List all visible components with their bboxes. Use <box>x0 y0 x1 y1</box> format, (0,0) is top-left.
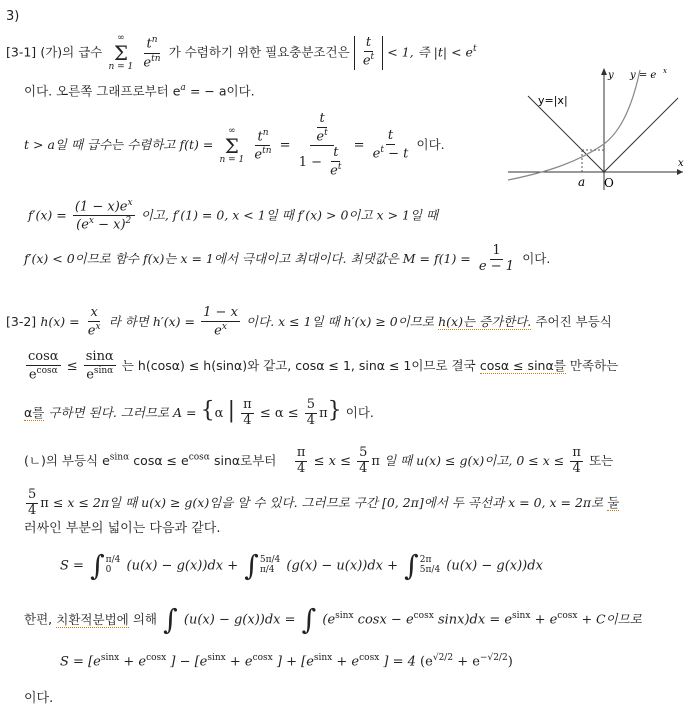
section-label: [3-1] <box>6 44 37 60</box>
exp-curve <box>508 70 640 180</box>
abs-x-curve <box>528 96 678 172</box>
fraction: $\frac{1 - x}{e^x}$ <box>203 305 238 339</box>
underlined-text: 치환적분법에 <box>56 611 129 627</box>
text: 만족하는 <box>569 358 619 374</box>
underlined-text: α를 <box>24 404 45 420</box>
text: = − a이다. <box>189 83 255 99</box>
fraction: $\frac{1}{e - 1}$ <box>478 243 515 274</box>
sec32-line5: $\frac{5}{4}$ π ≤ x ≤ 2π일 때 u(x) ≥ g(x)임을 알 수 있다. 그러므로 구간 [0, 2π]에서 두 곡선과 x = 0, x = 2π로 둘 <box>28 487 620 518</box>
fraction: $\frac{\pi}{4}$ <box>296 445 306 476</box>
text: 주어진 부등식 <box>535 314 612 330</box>
integral: ∫ 5π/4 π/4 <box>244 549 281 582</box>
integral: ∫ <box>301 603 317 636</box>
label-origin: O <box>604 176 614 190</box>
text: 구하면 된다. 그러므로 A = <box>48 404 197 420</box>
label-exp-sup: x <box>663 67 667 75</box>
underlined-text: cosα ≤ sinα를 <box>479 358 566 374</box>
text: 일 때 u(x) ≤ g(x)이고, 0 ≤ x ≤ <box>384 452 565 468</box>
text: S = <box>60 558 84 574</box>
text: 의해 <box>132 611 158 627</box>
fraction: $\frac{\pi}{4}$ <box>572 445 581 476</box>
fraction: $\frac{\sin\alpha}{e^{sin\alpha}}$ <box>85 349 114 383</box>
sec31-line4 <box>28 198 438 234</box>
text: 한편, <box>24 611 53 627</box>
graph-figure <box>508 62 688 192</box>
text: (가)의 급수 <box>40 44 103 60</box>
text: f′(x) < 0이므로 함수 f(x)는 x = 1에서 극대이고 최대이다. 최댓값은 M = f(1) = <box>24 250 471 266</box>
sec32-line2: $\frac{\cos\alpha}{e^{cos\alpha}}$ ≤ $\frac{\sin\alpha}{e^{sin\alpha}}$ 는 h(cosα) ≤ h(sinα)와 같고, cosα ≤ 1, sinα ≤ 1이므로 결국 cosα ≤ sinα를 만족하는 <box>28 349 619 383</box>
text: sinx)dx = e <box>437 612 513 628</box>
text: 라 하면 h′(x) = <box>108 314 195 330</box>
fraction: $\frac{t^n}{e^{tn}}$ <box>254 127 272 163</box>
sec32-line8: 한편, 치환적분법에 의해 ∫ (u(x) − g(x))dx = ∫ ($e^{sinx}$ $\cos x - e^{cosx}$ $\sin x)dx = e^{sinx} + e^{cosx} + C$이므로 <box>24 603 642 636</box>
text: (e <box>322 612 336 628</box>
text: f′(x) = <box>28 207 67 223</box>
label-a: a <box>578 175 586 189</box>
text: 는 h(cosα) ≤ h(sinα)와 같고, cosα ≤ 1, sinα ≤ 1이므로 결국 <box>121 358 476 374</box>
x-axis-arrow <box>677 169 683 175</box>
sec31-line5 <box>24 244 550 275</box>
text: (u(x) − g(x))dx <box>446 558 543 574</box>
sec32-line6: 러싸인 부분의 넓이는 다음과 같다. <box>24 521 221 536</box>
text: cosx − e <box>357 612 414 628</box>
label-x: x <box>678 158 684 169</box>
sec32-line1 <box>6 306 612 339</box>
text: 이다. <box>345 404 374 420</box>
sec32-line4: (ㄴ)의 부등식 $e^{sin\alpha}$ $\cos\alpha \le e^{cos\alpha}$ sinα로부터 $\frac{\pi}{4}$ ≤ x ≤ $\frac{5}{4}$ π 일 때 u(x) ≤ g(x)이고, 0 ≤ x ≤ $\frac{\pi}{4}$ 또는 <box>24 445 614 476</box>
fraction: $\frac{5}{4}$ <box>359 445 368 476</box>
sec31-line2: 이다. 오른쪽 그래프로부터 $e^a$ = − a이다. <box>24 83 255 99</box>
text: (u(x) − g(x))dx = <box>183 612 296 628</box>
summation: ∞ Σ n = 1 <box>219 125 245 165</box>
abs-value: $\frac{t}{e^t}$ <box>354 36 383 69</box>
text: 가 수렴하기 위한 필요충분조건은 <box>168 44 350 60</box>
text: ] − [e <box>170 654 208 670</box>
text: + e <box>336 654 360 670</box>
final-formula: $S = [e^{sinx} + e^{cosx}$ ] − [$e^{sinx} + e^{cosx}$ ] + [$e^{sinx} + e^{cosx}$ ] = 4 $(e^{√2/2} + e^{-√2/2})$ <box>60 653 513 670</box>
text: (u(x) − g(x))dx + <box>126 558 239 574</box>
area-formula <box>60 549 543 582</box>
integral: ∫ 2π 5π/4 <box>404 549 441 582</box>
text: < 1, 즉 |t| < e <box>387 44 473 60</box>
label-exp: y = e <box>630 70 657 81</box>
underlined-text: 둘 <box>607 494 620 510</box>
integral: ∫ π/4 0 <box>90 549 121 582</box>
text: 이다. <box>416 137 445 153</box>
text: 이고, f′(1) = 0, x < 1일 때 f′(x) > 0이고 x > 1일 때 <box>140 207 439 223</box>
summation: ∞ Σ n = 1 <box>108 33 134 72</box>
text: + e <box>123 654 147 670</box>
text: + e <box>534 612 558 628</box>
text: S = [e <box>60 654 101 670</box>
y-axis-arrow <box>601 68 607 75</box>
text: 또는 <box>589 452 614 468</box>
fraction: $\frac{5}{4}$ <box>306 397 316 428</box>
fraction: $\frac{(1 - x)e^x}{(e^x - x)^2}$ <box>74 198 133 233</box>
sec32-line3: α를 구하면 된다. 그러므로 A = {α | $\frac{\pi}{4}$ ≤ α ≤ $\frac{5}{4}$ π} 이다. <box>24 397 374 428</box>
text: sinα로부터 <box>213 452 277 468</box>
fraction: $\frac{x}{e^x}$ <box>87 305 101 339</box>
text: cosα ≤ e <box>133 452 189 468</box>
text: + C이므로 <box>581 611 642 627</box>
text: ≤ x ≤ 2π일 때 u(x) ≥ g(x)임을 알 수 있다. 그러므로 구간 [0, 2π]에서 두 곡선과 x = 0, x = 2π로 <box>52 494 604 510</box>
text: ] = 4 <box>383 654 416 670</box>
fraction: $\frac{\cos\alpha}{e^{cos\alpha}}$ <box>28 349 59 383</box>
label-abs: y=|x| <box>538 94 568 107</box>
text: t > a일 때 급수는 수렴하고 f(t) = <box>24 137 214 153</box>
integral: ∫ <box>163 603 178 636</box>
text: 이다. <box>522 250 551 266</box>
problem-number: 3) <box>6 9 20 24</box>
fraction: $\frac{5}{4}$ <box>28 487 37 518</box>
text: (g(x) − u(x))dx + <box>286 558 399 574</box>
sec31-line1: [3-1] (가)의 급수 ∞ Σ n = 1 $\frac{t^n}{e^{tn}}$ 가 수렴하기 위한 필요충분조건은 $\frac{t}{e^t}$ < 1, 즉 $|t| < e^t$ <box>6 33 477 72</box>
fraction: $\frac{t^n}{e^{tn}}$ <box>143 35 161 70</box>
text: + e <box>229 654 253 670</box>
text: h(x) = <box>40 314 80 330</box>
label-y: y <box>608 70 614 81</box>
fraction: $\frac{\pi}{4}$ <box>243 397 252 428</box>
text: 이다. 오른쪽 그래프로부터 e <box>24 83 181 99</box>
fraction: $\frac{t}{e^t - t}$ <box>372 128 409 162</box>
text: (ㄴ)의 부등식 e <box>24 452 110 468</box>
text: 이다. x ≤ 1일 때 h′(x) ≥ 0이므로 <box>246 314 434 330</box>
closing-text: 이다. <box>24 691 54 706</box>
section-label: [3-2] <box>6 314 37 330</box>
sec31-line3: t > a일 때 급수는 수렴하고 f(t) = ∞ Σ n = 1 $\frac{t^n}{e^{tn}}$ = $\frac{t}{e^t}$ 1 − $\frac{t}{e^t}$ = $\frac{t}{e^t - t}$ 이다. <box>24 111 445 179</box>
fraction: $\frac{t}{e^t}$ 1 − $\frac{t}{e^t}$ <box>298 111 342 179</box>
underlined-text: h(x)는 증가한다. <box>438 314 532 330</box>
text: ] + [e <box>276 654 314 670</box>
